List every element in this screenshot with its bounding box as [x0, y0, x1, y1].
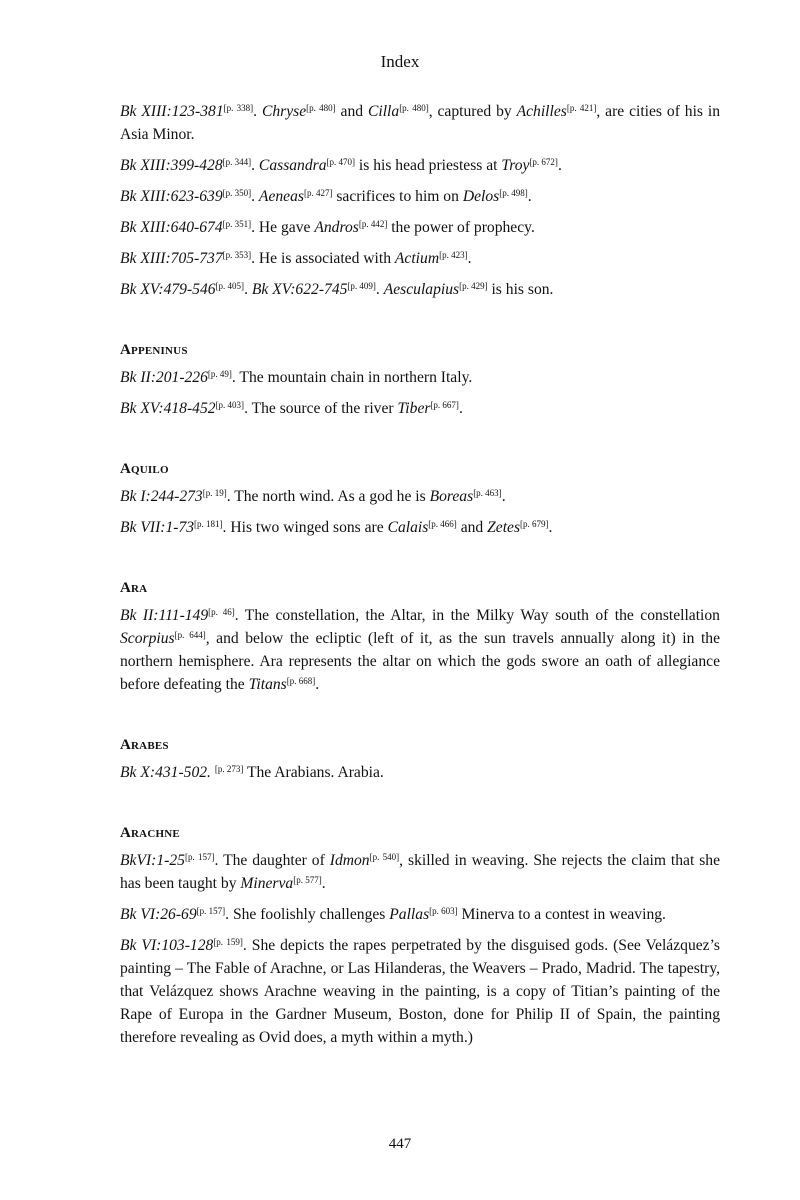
- page-reference: [p. 157]: [184, 852, 215, 862]
- entry-text: .: [557, 157, 562, 174]
- italic-name: Scorpius: [120, 630, 175, 647]
- index-heading: Aquilo: [120, 461, 169, 477]
- index-section: [120, 100, 720, 301]
- page-reference: [p. 353]: [222, 250, 252, 260]
- italic-name: Achilles: [516, 103, 567, 120]
- page-reference: [p. 644]: [174, 630, 206, 640]
- italic-name: Cilla: [367, 103, 400, 120]
- entry-text: Minerva to a contest in weaving.: [457, 906, 666, 923]
- entry-text: , and below the ecliptic (left of it, as the sun travels annually along it) in the northern hemisphere. Ara represents the altar on which the gods swore an oath of allegiance before defeating the: [120, 630, 720, 693]
- entry-text: .: [467, 250, 472, 267]
- index-entry: [120, 604, 720, 696]
- page-reference: [p. 466]: [428, 519, 457, 529]
- index-section: [120, 822, 720, 1049]
- book-reference: Bk XV:479-546: [120, 281, 216, 298]
- entry-text: .: [315, 676, 320, 693]
- page-reference: [p. 19]: [202, 488, 227, 498]
- entry-text: , skilled in weaving. She rejects the claim that she has been taught by: [120, 852, 721, 892]
- index-entry: [120, 397, 720, 420]
- entry-text: .: [501, 488, 506, 505]
- italic-name: Idmon: [329, 852, 370, 869]
- page-reference: [p. 603]: [429, 906, 458, 916]
- entry-text: . She depicts the rapes perpetrated by the disguised gods. (See Velázquez’s painting – The Fable of Arachne, or Las Hilanderas, the Weavers – Prado, Madrid. The tapestry, that Velázquez shows Arachne weaving in the painting, is a copy of Titian’s painting of the Rape of Europa in the Gardner Museum, Boston, done for Philip II of Spain, the painting therefore revealing as Ovid does, a myth within a myth.): [120, 937, 720, 1046]
- page-reference: [p. 421]: [566, 103, 597, 113]
- entry-text: . She foolishly challenges: [225, 906, 390, 923]
- index-entry: [120, 185, 720, 208]
- book-reference: Bk XIII:640-674: [120, 219, 223, 236]
- index-entry: [120, 761, 720, 784]
- entry-text: . He gave: [251, 219, 315, 236]
- page-reference: [p. 679]: [520, 519, 549, 529]
- entry-text: .: [321, 875, 326, 892]
- entry-text: . The daughter of: [214, 852, 330, 869]
- page-reference: [p. 405]: [215, 281, 245, 291]
- index-entry: [120, 100, 720, 146]
- page-reference: [p. 403]: [215, 400, 245, 410]
- page-reference: [p. 181]: [194, 519, 223, 529]
- entry-text: .: [251, 188, 259, 205]
- entry-text: the power of prophecy.: [387, 219, 535, 236]
- book-reference: Bk XIII:623-639: [120, 188, 223, 205]
- book-reference: Bk II:201-226: [120, 369, 208, 386]
- entry-text: .: [527, 188, 532, 205]
- page-reference: [p. 442]: [358, 219, 388, 229]
- entry-text: is his head priestess at: [355, 157, 502, 174]
- entry-text: . He is associated with: [251, 250, 395, 267]
- entry-text: and: [335, 103, 368, 120]
- index-entry: [120, 516, 720, 539]
- entry-text: . The mountain chain in northern Italy.: [231, 369, 473, 386]
- entry-text: The Arabians. Arabia.: [243, 764, 384, 781]
- page-reference: [p. 429]: [459, 281, 488, 291]
- entry-text: . The north wind. As a god he is: [226, 488, 430, 505]
- entry-text: , are cities of his in Asia Minor.: [120, 103, 721, 143]
- italic-name: Actium: [394, 250, 440, 267]
- entry-text: . His two winged sons are: [222, 519, 388, 536]
- book-reference: Bk VI:26-69: [120, 906, 197, 923]
- book-reference: Bk XIII:123-381: [120, 103, 224, 120]
- entry-text: .: [458, 400, 463, 417]
- page-reference: [p. 470]: [326, 157, 356, 167]
- italic-name: Troy: [501, 157, 530, 174]
- italic-name: Boreas: [429, 488, 474, 505]
- entry-text: . The source of the river: [244, 400, 398, 417]
- page-reference: [p. 46]: [208, 607, 235, 617]
- italic-name: Aeneas: [258, 188, 304, 205]
- book-reference: BkVI:1-25: [120, 852, 185, 869]
- index-entry: [120, 485, 720, 508]
- italic-name: Cassandra: [258, 157, 327, 174]
- book-reference: Bk XIII:705-737: [120, 250, 223, 267]
- page-reference: [p. 49]: [207, 369, 232, 379]
- index-content: [120, 100, 720, 1057]
- page-reference: [p. 423]: [439, 250, 468, 260]
- page-reference: [p. 338]: [223, 103, 254, 113]
- page-header-title: Index: [380, 52, 420, 71]
- page-reference: [p. 667]: [430, 400, 459, 410]
- book-reference: Bk VI:103-128: [120, 937, 214, 954]
- page-reference: [p. 409]: [347, 281, 376, 291]
- page-reference: [p. 668]: [286, 676, 316, 686]
- italic-name: Delos: [462, 188, 500, 205]
- index-entry: [120, 366, 720, 389]
- page-reference: [p. 350]: [222, 188, 252, 198]
- page-reference: [p. 157]: [196, 906, 226, 916]
- book-reference: Bk XV:622-745: [251, 281, 348, 298]
- entry-text: .: [251, 157, 259, 174]
- italic-name: Aesculapius: [383, 281, 460, 298]
- page-reference: [p. 480]: [399, 103, 429, 113]
- index-entry: [120, 247, 720, 270]
- entry-text: .: [548, 519, 553, 536]
- book-reference: Bk XIII:399-428: [120, 157, 223, 174]
- page-reference: [p. 427]: [303, 188, 333, 198]
- book-reference: Bk X:431-502.: [120, 764, 211, 781]
- italic-name: Zetes: [487, 519, 521, 536]
- page-reference: [p. 159]: [213, 937, 243, 947]
- index-section: [120, 577, 720, 696]
- index-entry: [120, 903, 720, 926]
- page-reference: [p. 672]: [529, 157, 558, 167]
- page-reference: [p. 577]: [293, 875, 322, 885]
- entry-text: and: [456, 519, 488, 536]
- entry-text: , captured by: [428, 103, 517, 120]
- index-entry: [120, 278, 720, 301]
- page-reference: [p. 344]: [222, 157, 252, 167]
- book-reference: Bk XV:418-452: [120, 400, 216, 417]
- page-reference: [p. 480]: [306, 103, 336, 113]
- index-heading: Arabes: [120, 737, 169, 753]
- book-reference: Bk I:244-273: [120, 488, 203, 505]
- entry-text: is his son.: [487, 281, 554, 298]
- page-reference: [p. 540]: [369, 852, 400, 862]
- index-section: [120, 458, 720, 539]
- italic-name: Titans: [248, 676, 287, 693]
- index-heading: Ara: [120, 580, 148, 596]
- page-reference: [p. 498]: [499, 188, 528, 198]
- page-reference: [p. 273]: [214, 764, 244, 774]
- book-reference: Bk II:111-149: [120, 607, 209, 624]
- entry-text: .: [253, 103, 262, 120]
- index-heading: Appeninus: [120, 342, 188, 358]
- index-entry: [120, 154, 720, 177]
- page-number: 447: [388, 1136, 412, 1152]
- italic-name: Pallas: [389, 906, 430, 923]
- index-section: [120, 734, 720, 784]
- index-entry: [120, 934, 720, 1049]
- entry-text: .: [375, 281, 384, 298]
- index-entry: [120, 849, 720, 895]
- entry-text: .: [244, 281, 252, 298]
- italic-name: Calais: [387, 519, 429, 536]
- page-reference: [p. 351]: [222, 219, 252, 229]
- book-reference: Bk VII:1-73: [120, 519, 195, 536]
- page-reference: [p. 463]: [473, 488, 502, 498]
- index-section: [120, 339, 720, 420]
- entry-text: sacrifices to him on: [332, 188, 463, 205]
- index-entry: [120, 216, 720, 239]
- entry-text: . The constellation, the Altar, in the Milky Way south of the constellation: [234, 607, 720, 624]
- italic-name: Andros: [314, 219, 359, 236]
- index-heading: Arachne: [120, 825, 180, 841]
- italic-name: Chryse: [261, 103, 307, 120]
- italic-name: Minerva: [240, 875, 294, 892]
- italic-name: Tiber: [397, 400, 431, 417]
